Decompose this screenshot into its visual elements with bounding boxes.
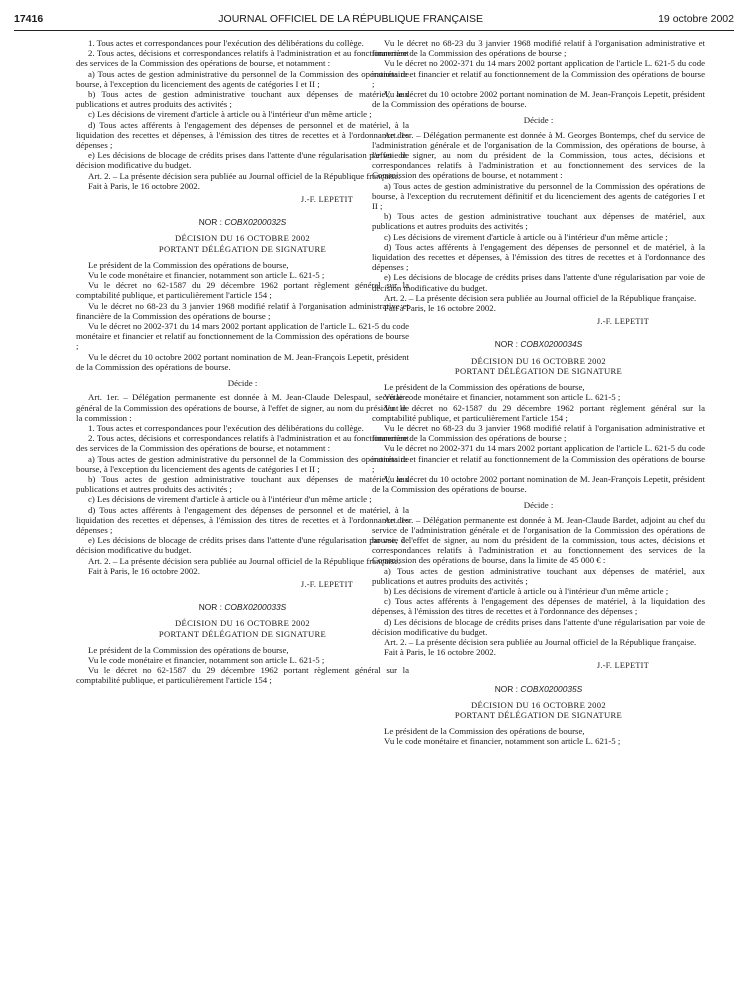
article-2: Art. 2. – La présente décision sera publiée au Journal officiel de la République française. bbox=[88, 170, 401, 181]
visa: Vu le code monétaire et financier, notamment son article L. 621-5 ; bbox=[88, 654, 325, 665]
item: c) Tous actes afférents à l'engagement des dépenses de matériel, à la liquidation des dépenses, à l'émission des titres de recettes et à l'ordonnance des dépenses ; bbox=[372, 596, 705, 617]
journal-title: JOURNAL OFFICIEL DE LA RÉPUBLIQUE FRANÇAISE bbox=[218, 13, 483, 25]
nor-code: COBX0200032S bbox=[224, 217, 287, 228]
nor-label: NOR : bbox=[494, 339, 518, 350]
item: a) Tous actes de gestion administrative du personnel de la Commission des opérations de bourse, à l'exception du recrutement définitif et du licenciement des agents de catégories I et II ; bbox=[372, 180, 705, 212]
page-header bbox=[14, 8, 734, 31]
place-date: Fait à Paris, le 16 octobre 2002. bbox=[384, 647, 496, 658]
decide-heading: Décide : bbox=[523, 500, 554, 511]
item: 1. Tous actes et correspondances pour l'exécution des délibérations du collège. bbox=[88, 38, 364, 48]
nor-label: NOR : bbox=[198, 217, 222, 228]
visa: Le président de la Commission des opérations de bourse, bbox=[88, 644, 289, 655]
article-1: Art. 1er. – Délégation permanente est donnée à M. Jean-Claude Delespaul, secrétaire général de la Commission des opérations de bourse, à l'effet de signer, au nom du président de la commission : bbox=[76, 392, 409, 423]
nor-label: NOR : bbox=[494, 683, 518, 694]
visa: Vu le décret no 68-23 du 3 janvier 1968 modifié relatif à l'organisation administrative et financière de la Commission des opérations de bourse ; bbox=[372, 422, 705, 444]
visa: Vu le décret no 62-1587 du 29 décembre 1962 portant règlement général sur la comptabilité publique, et particulièrement l'article 154 ; bbox=[76, 280, 409, 301]
column-left bbox=[76, 38, 409, 686]
article-2: Art. 2. – La présente décision sera publiée au Journal officiel de la République française. bbox=[384, 636, 697, 647]
item: d) Tous actes afférents à l'engagement des dépenses de personnel et de matériel, à la liquidation des recettes et dépenses, à l'émission des titres de recettes et à l'ordonnance des dépenses ; bbox=[372, 241, 705, 273]
visa: Vu le décret no 2002-371 du 14 mars 2002 portant application de l'article L. 621-5 du code monétaire et financier et relatif au fonctionnement de la Commission des opérations de bourse ; bbox=[372, 58, 705, 89]
item: d) Tous actes afférents à l'engagement des dépenses de personnel et de matériel, à la liquidation des recettes et dépenses, à l'émission des titres de recettes et à l'ordonnance des dépenses ; bbox=[76, 504, 409, 535]
nor-reference bbox=[372, 684, 705, 694]
decide-heading: Décide : bbox=[227, 378, 258, 389]
item: a) Tous actes de gestion administrative du personnel de la Commission des opérations de bourse, à l'exception du licenciement des agents de catégories I et II ; bbox=[76, 68, 409, 89]
item: a) Tous actes de gestion administrative du personnel de la Commission des opérations de bourse, à l'exception du licenciement des agents de catégories I et II ; bbox=[76, 453, 409, 474]
place-date: Fait à Paris, le 16 octobre 2002. bbox=[88, 565, 200, 576]
signature: J.-F. LEPETIT bbox=[300, 195, 353, 205]
decision-subtitle: PORTANT DÉLÉGATION DE SIGNATURE bbox=[158, 243, 327, 254]
place-date: Fait à Paris, le 16 octobre 2002. bbox=[384, 303, 496, 314]
item: b) Tous actes de gestion administrative touchant aux dépenses de matériel, aux publications et autres produits des activités ; bbox=[76, 473, 409, 495]
nor-code: COBX0200035S bbox=[520, 683, 583, 694]
decision-title: DÉCISION DU 16 OCTOBRE 2002 bbox=[471, 699, 606, 710]
visa: Vu le décret du 10 octobre 2002 portant nomination de M. Jean-François Lepetit, président de la Commission des opérations de bourse. bbox=[76, 351, 409, 372]
article-2: Art. 2. – La présente décision sera publiée au Journal officiel de la République française. bbox=[384, 292, 697, 303]
visa: Vu le code monétaire et financier, notamment son article L. 621-5 ; bbox=[384, 736, 621, 747]
nor-code: COBX0200034S bbox=[520, 339, 583, 350]
column-right bbox=[372, 38, 705, 747]
issue-date: 19 octobre 2002 bbox=[658, 13, 734, 25]
item: c) Les décisions de virement d'article à article ou à l'intérieur d'un même article ; bbox=[88, 494, 372, 505]
decision-subtitle: PORTANT DÉLÉGATION DE SIGNATURE bbox=[454, 365, 623, 376]
visa: Vu le décret no 2002-371 du 14 mars 2002 portant application de l'article L. 621-5 du code monétaire et financier et relatif au fonctionnement de la Commission des opérations de bourse ; bbox=[76, 321, 409, 352]
decision-subtitle: PORTANT DÉLÉGATION DE SIGNATURE bbox=[454, 709, 623, 720]
signature: J.-F. LEPETIT bbox=[596, 317, 649, 327]
visa: Le président de la Commission des opérations de bourse, bbox=[384, 726, 585, 737]
nor-code: COBX0200033S bbox=[224, 602, 287, 613]
item: e) Les décisions de blocage de crédits prises dans l'attente d'une régularisation par voie de décision modificative du budget. bbox=[76, 535, 409, 556]
decision-subtitle: PORTANT DÉLÉGATION DE SIGNATURE bbox=[158, 628, 327, 639]
nor-reference bbox=[372, 339, 705, 349]
visa: Vu le décret no 2002-371 du 14 mars 2002 portant application de l'article L. 621-5 du code monétaire et financier et relatif au fonctionnement de la Commission des opérations de bourse ; bbox=[372, 443, 705, 474]
visa: Vu le décret no 68-23 du 3 janvier 1968 modifié relatif à l'organisation administrative et financière de la Commission des opérations de bourse ; bbox=[76, 300, 409, 321]
visa: Le président de la Commission des opérations de bourse, bbox=[384, 382, 585, 393]
visa: Vu le décret no 68-23 du 3 janvier 1968 modifié relatif à l'organisation administrative et financière de la Commission des opérations de bourse ; bbox=[372, 38, 705, 59]
visa: Vu le décret du 10 octobre 2002 portant nomination de M. Jean-François Lepetit, président de la Commission des opérations de bourse. bbox=[372, 89, 705, 110]
decision-title: DÉCISION DU 16 OCTOBRE 2002 bbox=[175, 618, 310, 629]
item: b) Les décisions de virement d'article à article ou à l'intérieur d'un même article ; bbox=[384, 585, 669, 596]
visa: Vu le code monétaire et financier, notamment son article L. 621-5 ; bbox=[88, 270, 325, 281]
visa: Vu le décret no 62-1587 du 29 décembre 1962 portant règlement général sur la comptabilité publique, et particulièrement l'article 154 ; bbox=[372, 402, 705, 423]
nor-reference bbox=[76, 217, 409, 227]
visa: Vu le décret no 62-1587 du 29 décembre 1962 portant règlement général sur la comptabilité publique, et particulièrement l'article 154 ; bbox=[76, 665, 409, 686]
decision-title: DÉCISION DU 16 OCTOBRE 2002 bbox=[471, 355, 606, 366]
visa: Vu le code monétaire et financier, notamment son article L. 621-5 ; bbox=[384, 392, 621, 403]
item: 2. Tous actes, décisions et correspondances relatifs à l'administration et au fonctionnement des services de la Commission des opérations de bourse, et notamment : bbox=[76, 433, 409, 454]
article-2: Art. 2. – La présente décision sera publiée au Journal officiel de la République française. bbox=[88, 555, 401, 566]
nor-reference bbox=[76, 602, 409, 612]
item: e) Les décisions de blocage de crédits prises dans l'attente d'une régularisation par voie de décision modificative du budget. bbox=[372, 272, 705, 293]
item: 1. Tous actes et correspondances pour l'exécution des délibérations du collège. bbox=[88, 422, 364, 433]
signature: J.-F. LEPETIT bbox=[596, 661, 649, 671]
item: 2. Tous actes, décisions et correspondances relatifs à l'administration et au fonctionnement des services de la Commission des opérations de bourse, et notamment : bbox=[76, 48, 409, 69]
item: d) Les décisions de blocage de crédits prises dans l'attente d'une régularisation par voie de décision modificative du budget. bbox=[372, 616, 705, 637]
visa: Le président de la Commission des opérations de bourse, bbox=[88, 259, 289, 270]
nor-label: NOR : bbox=[198, 602, 222, 613]
item: c) Les décisions de virement d'article à article ou à l'intérieur d'un même article ; bbox=[88, 109, 372, 120]
item: d) Tous actes afférents à l'engagement des dépenses de personnel et de matériel, à la liquidation des recettes et dépenses, à l'émission des titres de recettes et à l'ordonnance des dépenses ; bbox=[76, 119, 409, 151]
article-1: Art. 1er. – Délégation permanente est donnée à M. Georges Bontemps, chef du service de l'administration générale et de l'organisation de la Commission, des opérations de bourse, à l'effet de signer, au nom du président de la Commission, tous actes, décisions et correspondances relatifs à l'administration et au fonctionnement des services de la Commission des opérations de bourse, et notamment : bbox=[372, 129, 705, 181]
item: b) Tous actes de gestion administrative touchant aux dépenses de matériel, aux publications et autres produits des activités ; bbox=[372, 211, 705, 232]
place-date: Fait à Paris, le 16 octobre 2002. bbox=[88, 180, 200, 191]
item: a) Tous actes de gestion administrative touchant aux dépenses de matériel, aux publications et autres produits des activités ; bbox=[372, 565, 705, 586]
decision-title: DÉCISION DU 16 OCTOBRE 2002 bbox=[175, 233, 310, 244]
signature: J.-F. LEPETIT bbox=[300, 579, 353, 589]
page-number: 17416 bbox=[14, 13, 44, 25]
decide-heading: Décide : bbox=[523, 115, 554, 126]
item: e) Les décisions de blocage de crédits prises dans l'attente d'une régularisation par voie de décision modificative du budget. bbox=[76, 150, 409, 171]
item: c) Les décisions de virement d'article à article ou à l'intérieur d'un même article ; bbox=[384, 231, 668, 242]
visa: Vu le décret du 10 octobre 2002 portant nomination de M. Jean-François Lepetit, président de la Commission des opérations de bourse. bbox=[372, 473, 705, 495]
item: b) Tous actes de gestion administrative touchant aux dépenses de matériel, aux publications et autres produits des activités ; bbox=[76, 89, 409, 110]
article-1: Art. 1er. – Délégation permanente est donnée à M. Jean-Claude Bardet, adjoint au chef du service de l'administration générale et de l'organisation de la Commission des opérations de bourse, à l'effet de signer, au nom du président de la commission, tous actes, décisions et correspondances relatifs à l'administration et au fonctionnement des services de la Commission des opérations de bourse, dans la limite de 45 000 € : bbox=[372, 514, 705, 566]
